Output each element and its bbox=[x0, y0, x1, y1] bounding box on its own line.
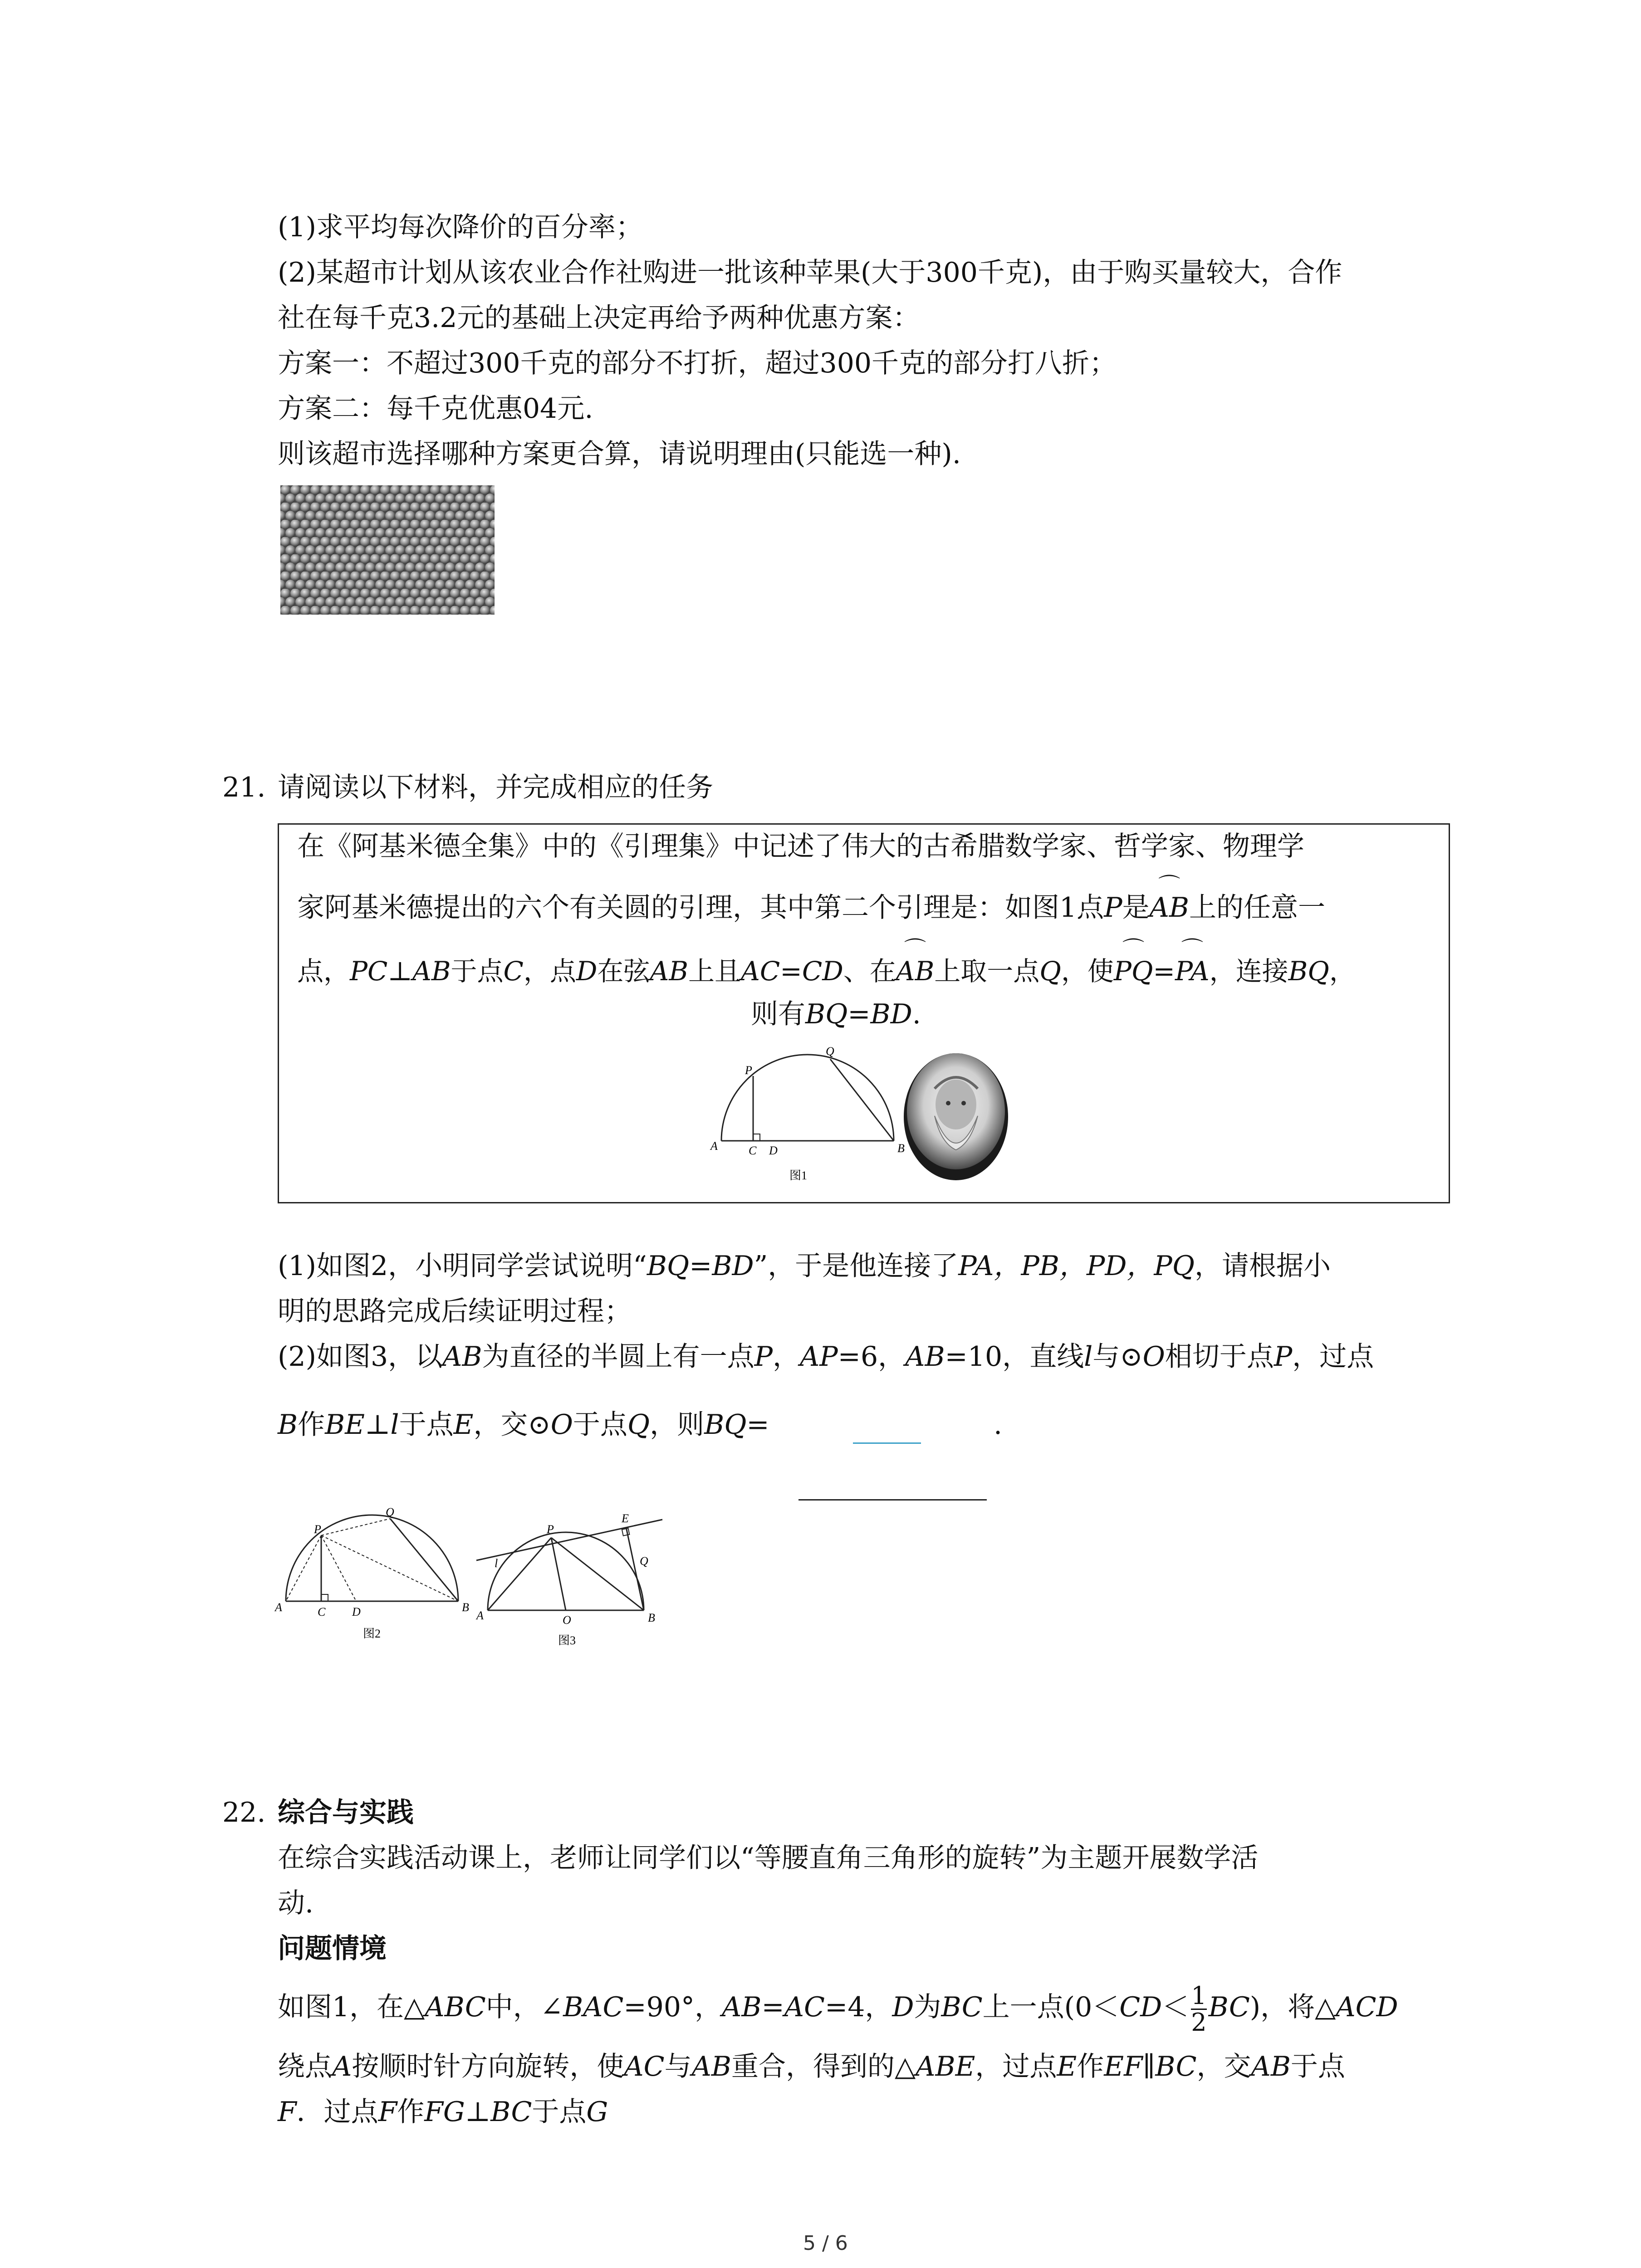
q21-box-line2: 家阿基米德提出的六个有关圆的引理，其中第二个引理是：如图1点P是⌒ AB上的任意一 bbox=[297, 891, 1325, 924]
q21-box-line3: 点，PC⊥AB于点C，点D在弦AB上且AC=CD、在⌒ AB上取一点Q，使⌒ PQ=⌒ PA，连接BQ， bbox=[297, 955, 1356, 987]
apples-photo bbox=[280, 485, 495, 615]
archimedes-portrait bbox=[903, 1052, 1009, 1182]
figure-3 bbox=[472, 1510, 681, 1660]
q22-line3: 如图1，在△ABC中，∠BAC=90°，AB=AC=4，D为BC上一点(0＜CD＜ $\frac{1}{2}$ BC)，将△ACD bbox=[278, 1981, 1398, 2037]
q20-plan2: 方案二：每千克优惠04元. bbox=[278, 393, 593, 425]
fig2-label-Q: Q bbox=[386, 1505, 394, 1519]
q21-task2-line2: B作BE⊥l于点E，交⊙O于点Q，则BQ= bbox=[278, 1409, 769, 1441]
q22-title: 综合与实践 bbox=[278, 1797, 414, 1828]
q20-part2-line2: 社在每千克3.2元的基础上决定再给予两种优惠方案： bbox=[278, 302, 920, 334]
fig1-label-P: P bbox=[745, 1064, 752, 1077]
fig3-label-O: O bbox=[563, 1613, 571, 1627]
fig1-caption: 图1 bbox=[789, 1169, 808, 1182]
fig2-label-A: A bbox=[275, 1601, 282, 1614]
q22-line4: 绕点A按顺时针方向旋转，使AC与AB重合，得到的△ABE，过点E作EF∥BC，交AB于点 bbox=[278, 2051, 1345, 2082]
q21-task2-line1: (2)如图3，以AB为直径的半圆上有一点P，AP=6，AB=10，直线l与⊙O相切于点P，过点 bbox=[278, 1341, 1374, 1373]
q21-task2-period: . bbox=[994, 1409, 1003, 1441]
fig3-label-A: A bbox=[476, 1609, 484, 1622]
fig1-label-B: B bbox=[897, 1142, 905, 1155]
answer-blank[interactable] bbox=[798, 1499, 987, 1501]
fig1-label-Q: Q bbox=[826, 1045, 834, 1058]
fraction-one-half: $\frac{1}{2}$ bbox=[1191, 1981, 1207, 2037]
q21-task1-line1: (1)如图2，小明同学尝试说明“BQ=BD”，于是他连接了PA，PB，PD，PQ，请根据小 bbox=[278, 1250, 1331, 1282]
q21-box-line1: 在《阿基米德全集》中的《引理集》中记述了伟大的古希腊数学家、哲学家、物理学 bbox=[297, 831, 1304, 862]
fig3-label-E: E bbox=[622, 1512, 629, 1525]
fig3-label-Q: Q bbox=[640, 1554, 648, 1568]
q22-line1: 在综合实践活动课上，老师让同学们以“等腰直角三角形的旋转”为主题开展数学活 bbox=[278, 1842, 1259, 1874]
fig2-caption: 图2 bbox=[363, 1627, 381, 1640]
q20-part2-line1: (2)某超市计划从该农业合作社购进一批该种苹果(大于300千克)，由于购买量较大，合作 bbox=[278, 257, 1342, 288]
answer-mark bbox=[853, 1442, 921, 1444]
q20-plan1: 方案一：不超过300千克的部分不打折，超过300千克的部分打八折； bbox=[278, 347, 1117, 379]
q21-number: 21. bbox=[222, 772, 266, 803]
fig3-label-l: l bbox=[495, 1557, 498, 1570]
q20-question: 则该超市选择哪种方案更合算，请说明理由(只能选一种). bbox=[278, 438, 961, 470]
q22-subtitle: 问题情境 bbox=[278, 1933, 387, 1965]
q21-task1-line2: 明的思路完成后续证明过程； bbox=[278, 1295, 632, 1327]
fig1-label-C: C bbox=[749, 1144, 757, 1157]
figure-1-semicircle bbox=[703, 1043, 916, 1198]
fig1-label-A: A bbox=[710, 1139, 718, 1153]
fig2-label-C: C bbox=[318, 1605, 326, 1618]
fig2-label-P: P bbox=[314, 1523, 321, 1536]
q22-line2: 动. bbox=[278, 1887, 314, 1919]
fig2-label-B: B bbox=[462, 1601, 469, 1614]
page-number: 5 / 6 bbox=[803, 2232, 848, 2255]
q22-number: 22. bbox=[222, 1797, 266, 1828]
q22-line5: F．过点F作FG⊥BC于点G bbox=[278, 2096, 608, 2128]
fig3-label-B: B bbox=[648, 1611, 655, 1624]
q21-box-line4: 则有BQ=BD. bbox=[751, 998, 921, 1030]
q21-intro: 请阅读以下材料，并完成相应的任务 bbox=[278, 772, 713, 803]
fig1-label-D: D bbox=[769, 1144, 778, 1157]
q20-part1: (1)求平均每次降价的百分率； bbox=[278, 211, 643, 243]
fig2-label-D: D bbox=[352, 1605, 361, 1618]
fig3-caption: 图3 bbox=[558, 1634, 576, 1647]
figure-2 bbox=[272, 1506, 467, 1656]
fig3-label-P: P bbox=[547, 1523, 554, 1536]
